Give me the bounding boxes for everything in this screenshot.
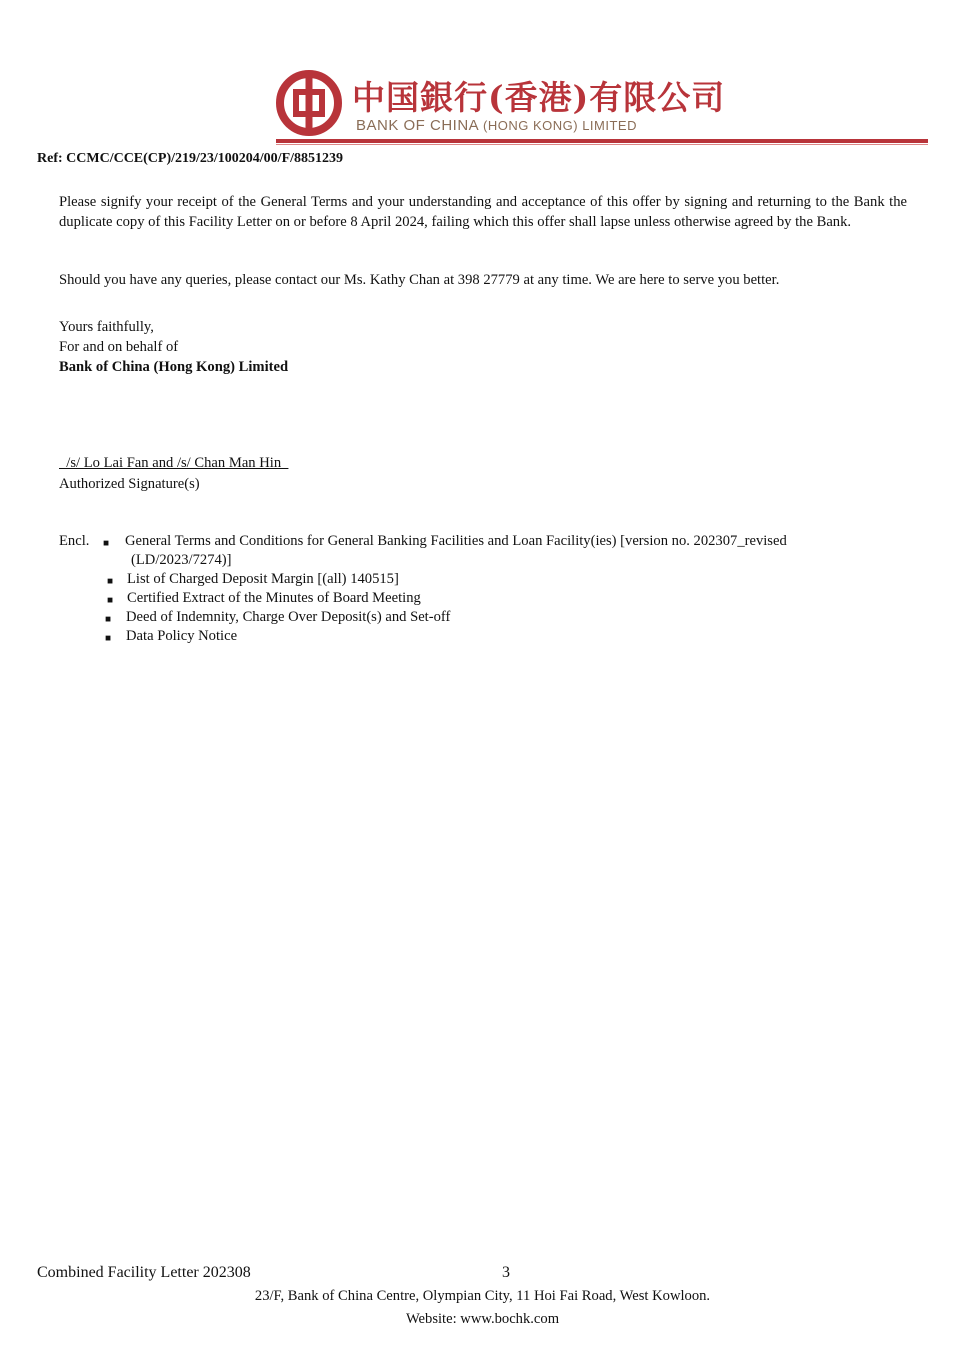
on-behalf-of: For and on behalf of: [59, 339, 179, 355]
enclosure-item: Data Policy Notice: [126, 628, 238, 644]
enclosure-item: General Terms and Conditions for General Banking Facilities and Loan Facility(ies) [version no. 202307_revised: [125, 533, 787, 549]
enclosure-bullet: [107, 590, 113, 608]
bank-name-signoff: Bank of China (Hong Kong) Limited: [59, 359, 289, 375]
square-bullet-icon: ■: [107, 595, 114, 606]
square-bullet-icon: ■: [107, 576, 114, 587]
enclosure-bullet: [105, 609, 111, 627]
square-bullet-icon: ■: [105, 614, 112, 625]
page-number: 3: [502, 1264, 510, 1281]
enclosure-item-continued: (LD/2023/7274)]: [131, 552, 232, 568]
bank-english-name: [356, 117, 637, 134]
enclosure-item: Deed of Indemnity, Charge Over Deposit(s) and Set-off: [126, 609, 451, 625]
bank-logo: [276, 70, 342, 136]
header-rule: [276, 139, 928, 143]
square-bullet-icon: ■: [103, 538, 110, 549]
bank-english-name-main: BANK OF CHINA: [356, 117, 479, 134]
closing: Yours faithfully,: [59, 319, 154, 335]
square-bullet-icon: ■: [105, 633, 112, 644]
footer-address: 23/F, Bank of China Centre, Olympian City, 11 Hoi Fai Road, West Kowloon.: [254, 1288, 711, 1304]
footer-website: Website: www.bochk.com: [405, 1311, 560, 1327]
enclosure-item: List of Charged Deposit Margin [(all) 140515]: [127, 571, 399, 587]
header-rule-thin: [276, 144, 928, 145]
boc-coin-logo-icon: [276, 70, 342, 136]
enclosures-label: Encl.: [59, 533, 90, 549]
enclosure-bullet: [105, 628, 111, 646]
enclosure-item: Certified Extract of the Minutes of Board Meeting: [127, 590, 421, 606]
enclosure-bullet: [103, 533, 109, 551]
acceptance-paragraph: Please signify your receipt of the General Terms and your understanding and acceptance of this offer by signing and returning to the Bank the duplicate copy of this Facility Letter on or before 8 April 2024, failing which this offer shall lapse unless otherwise agreed by the Bank.: [59, 194, 907, 230]
bank-english-name-sub: (HONG KONG) LIMITED: [483, 118, 637, 133]
reference-number: Ref: CCMC/CCE(CP)/219/23/100204/00/F/8851239: [37, 151, 344, 166]
signature-line: /s/ Lo Lai Fan and /s/ Chan Man Hin: [59, 455, 289, 471]
authorized-signatures-label: Authorized Signature(s): [59, 476, 200, 492]
enclosure-bullet: [107, 571, 113, 589]
contact-paragraph: Should you have any queries, please contact our Ms. Kathy Chan at 398 27779 at any time. We are here to serve you better.: [59, 272, 780, 288]
footer-document-name: Combined Facility Letter 202308: [37, 1264, 251, 1281]
bank-chinese-name: 中国銀行(香港)有限公司: [352, 78, 726, 117]
